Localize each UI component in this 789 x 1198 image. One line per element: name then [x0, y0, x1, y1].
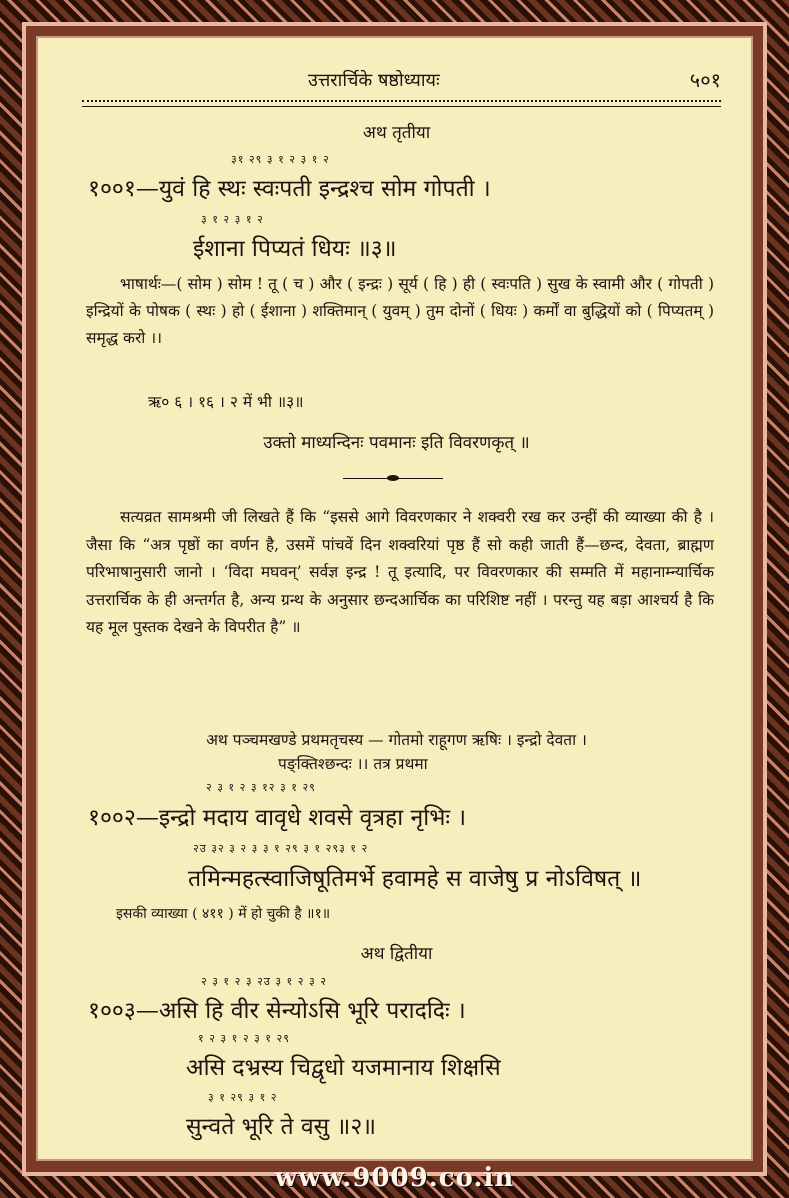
mantra-line-1003c: सुन्वते भूरि ते वसु ॥२॥	[186, 1114, 377, 1140]
mantra-line-1003a: १००३—असि हि वीर सेन्योऽसि भूरि पराददिः ।	[88, 998, 466, 1024]
mantra-line-1002a: १००२—इन्द्रो मदाय वावृधे शवसे वृत्रहा नृभिः ।	[88, 805, 467, 831]
section-heading-dvitiya: अथ द्वितीया	[360, 944, 433, 964]
running-header-title: उत्तरार्चिके षष्ठोध्यायः	[308, 70, 440, 91]
accent-marks: २ ३ १ २ ३ १२ ३ १ २९	[206, 781, 316, 794]
accent-marks: ३१ २९ ३ १ २ ३ १ २	[231, 153, 330, 166]
cross-reference-note: इसकी व्याख्या ( ४११ ) में हो चुकी है ॥१॥	[116, 906, 331, 922]
mantra-line-1003b: असि दभ्रस्य चिद्वृधो यजमानाय शिक्षसि	[186, 1055, 501, 1081]
section-heading-tritiya: अथ तृतीया	[362, 123, 431, 143]
page-number: ५०१	[689, 68, 721, 92]
accent-marks: २ ३ १ २ ३ २उ ३ १ २ ३ २	[201, 975, 327, 988]
section-intro-line-2: पङ्क्तिश्छन्दः ।। तत्र प्रथमा	[278, 755, 428, 773]
mantra-line-1001a: १००१—युवं हि स्थः स्वःपती इन्द्रश्च सोम गोपती ।	[88, 176, 491, 202]
site-watermark: www.9009.co.in	[274, 1163, 515, 1193]
section-intro-line-1: अथ पञ्चमखण्डे प्रथमतृचस्य — गोतमो राहूगण ऋषिः । इन्द्रो देवता ।	[206, 731, 587, 749]
mantra-line-1001b: ईशाना पिप्यतं धियः ॥३॥	[193, 236, 397, 262]
accent-marks: ३ १ २९ ३ १ २	[208, 1091, 278, 1104]
accent-marks: २उ ३२ ३ २ ३ ३ १ २९ ३ १ २९३ १ २	[193, 842, 369, 855]
commentary-paragraph: भाषार्थः—( सोम ) सोम ! तू ( च ) और ( इन्द्रः ) सूर्य ( हि ) ही ( स्वःपति ) सुख के स्वामी और ( गोपती ) इन्द्रियों के पोषक ( स्थः ) हो ( ईशाना ) शक्तिमान् ( युवम् ) तुम दोनों ( धियः ) कर्मों वा बुद्धियों को ( पिप्यतम् ) समृद्ध करो ।।	[86, 275, 714, 347]
header-rule	[82, 100, 721, 107]
accent-marks: १ २ ३ १ २ ३ १ २९	[198, 1032, 290, 1045]
section-divider	[343, 478, 443, 479]
mantra-line-1002b: तमिन्महत्स्वाजिषूतिमर्भे हवामहे स वाजेषु प्र नोऽविषत् ॥	[188, 866, 642, 892]
reference-line: ऋ० ६ । १६ । २ में भी ॥३॥	[148, 393, 304, 411]
note-paragraph: सत्यव्रत सामश्रमी जी लिखते हैं कि “इससे आगे विवरणकार ने शक्वरी रख कर उन्हीं की व्याख्या की है । जैसा कि “अत्र पृष्ठों का वर्णन है, उसमें पांचवें दिन शक्वरियां पृष्ठ हैं सो कही जाती हैं—छन्द, देवता, ब्राह्मण परिभाषानुसारी जानो । ‘विदा मघवन्’ सर्वज्ञ इन्द्र ! तू इत्यादि, पर विवरणकार की सम्मति में महानाम्न्यार्चिक उत्तरार्चिक के ही अन्तर्गत है, अन्य ग्रन्थ के अनुसार छन्दआर्चिक का परिशिष्ट नहीं । परन्तु यह बड़ा आश्चर्य है कि यह मूल पुस्तक देखने के विपरीत है” ॥	[86, 508, 714, 636]
book-page	[36, 36, 753, 1161]
section-closing-line: उक्तो माध्यन्दिनः पवमानः इति विवरणकृत् ॥	[263, 433, 530, 453]
accent-marks: ३ १ २ ३ १ २	[201, 213, 264, 226]
